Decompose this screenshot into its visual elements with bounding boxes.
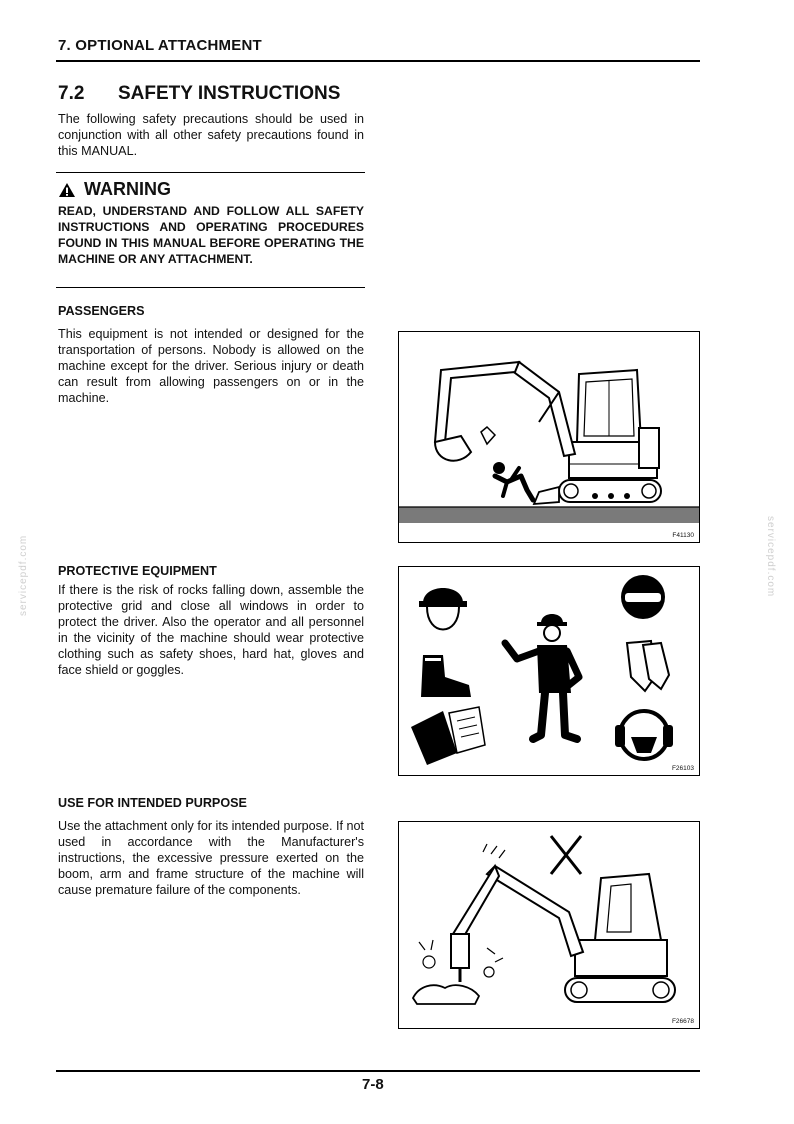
excavator-misuse-illustration bbox=[399, 822, 699, 1028]
manual-book-icon bbox=[411, 707, 485, 765]
section-title: SAFETY INSTRUCTIONS bbox=[118, 83, 341, 104]
gloves-icon bbox=[627, 641, 669, 691]
watermark-right: servicepdf.com bbox=[765, 516, 776, 598]
passengers-heading: PASSENGERS bbox=[58, 304, 145, 318]
intended-heading: USE FOR INTENDED PURPOSE bbox=[58, 796, 247, 810]
prohibited-x-icon bbox=[551, 836, 581, 874]
warning-title bbox=[58, 179, 171, 200]
face-shield-icon bbox=[615, 711, 673, 759]
header-rule bbox=[56, 60, 700, 62]
protective-equipment-illustration bbox=[399, 567, 699, 775]
protective-figure-code: F26103 bbox=[671, 765, 694, 772]
intended-figure-code: F26678 bbox=[671, 1018, 694, 1025]
passengers-paragraph: This equipment is not intended or designed for the transportation of persons. Nobody is allowed on the machine except for the driver. Serious injury or death can result from allowing passengers on or in the machine. bbox=[58, 327, 364, 405]
warning-triangle-icon bbox=[58, 182, 76, 198]
passengers-figure-code: F41130 bbox=[672, 532, 694, 539]
section-number: 7.2 bbox=[58, 83, 85, 104]
excavator-passenger-illustration bbox=[399, 332, 699, 542]
protective-heading: PROTECTIVE EQUIPMENT bbox=[58, 564, 217, 578]
worker-figure-icon bbox=[505, 614, 579, 739]
warning-text: READ, UNDERSTAND AND FOLLOW ALL SAFETY INSTRUCTIONS AND OPERATING PROCEDURES FOUND IN THIS MANUAL BEFORE OPERATING THE MACHINE OR ANY ATTACHMENT. bbox=[58, 204, 364, 266]
intro-paragraph: The following safety precautions should be used in conjunction with all other safety precautions found in this MANUAL. bbox=[58, 112, 364, 158]
protective-figure bbox=[398, 566, 700, 776]
intended-figure bbox=[398, 821, 700, 1029]
footer-rule bbox=[56, 1070, 700, 1072]
safety-boot-icon bbox=[421, 655, 471, 697]
passengers-figure bbox=[398, 331, 700, 543]
protective-paragraph: If there is the risk of rocks falling down, assemble the protective grid and close all windows in order to protect the driver. Also the operator and all personnel in the vicinity of the machine should wear protective clothing such as safety shoes, hard hat, gloves and face shield or goggles. bbox=[58, 583, 364, 677]
warning-label: WARNING bbox=[84, 179, 171, 199]
chapter-title: 7. OPTIONAL ATTACHMENT bbox=[58, 37, 262, 54]
page-number: 7-8 bbox=[362, 1076, 384, 1093]
watermark-left: servicepdf.com bbox=[18, 534, 29, 616]
hard-hat-icon bbox=[419, 588, 467, 630]
safety-goggles-icon bbox=[621, 575, 665, 619]
intended-paragraph: Use the attachment only for its intended purpose. If not used in accordance with the Manufacturer's instructions, the excessive pressure exerted on the boom, arm and frame structure of the machine will cause premature failure of the components. bbox=[58, 819, 364, 897]
